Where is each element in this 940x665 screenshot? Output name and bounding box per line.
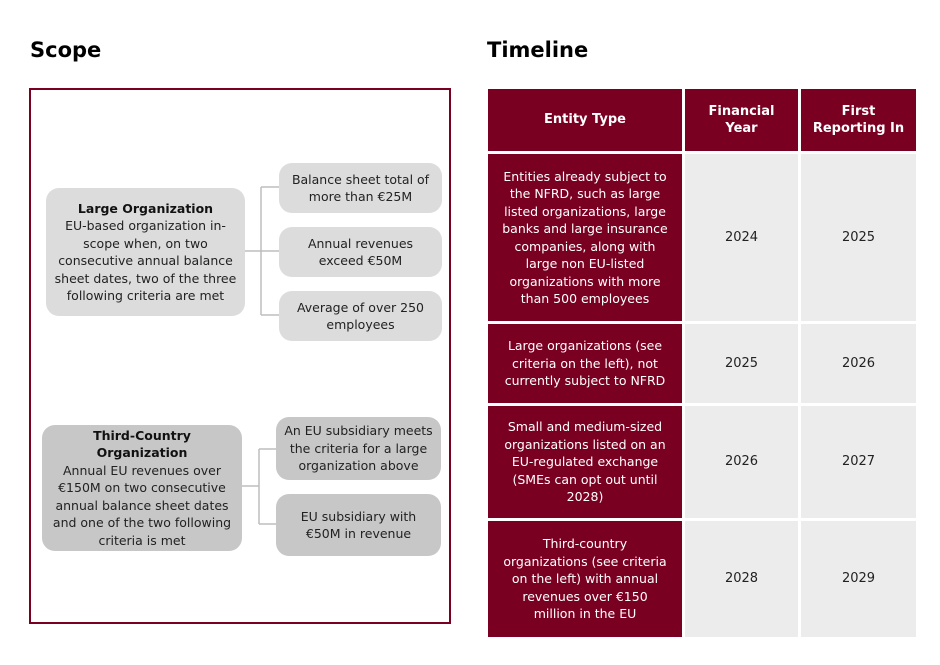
third-country-organization-title: Third-Country Organization: [93, 427, 191, 461]
large-criterion-revenues: [279, 227, 442, 277]
criterion-text: Annual revenues exceed €50M: [307, 235, 414, 268]
row-1-first-reporting: 2025: [801, 154, 916, 321]
row-2-financial-year: 2025: [685, 324, 798, 403]
third-criterion-revenue: [276, 494, 441, 556]
criterion-text: Balance sheet total of more than €25M: [291, 171, 430, 204]
large-organization-description: EU-based organization in-scope when, on two consecutive annual balance sheet dates, two of the three following criteria are met: [54, 218, 237, 303]
third-criterion-eu-subsidiary: [276, 417, 441, 480]
row-4-financial-year: 2028: [685, 521, 798, 637]
row-4-first-reporting: 2029: [801, 521, 916, 637]
scope-heading: Scope: [30, 38, 102, 62]
row-4-entity-type: Third-country organizations (see criteria on the left) with annual revenues over €150 million in the EU: [488, 521, 682, 637]
row-3-first-reporting: 2027: [801, 406, 916, 518]
large-criterion-employees: [279, 291, 442, 341]
large-organization-title: Large Organization: [77, 200, 214, 216]
criterion-text: An EU subsidiary meets the criteria for a large organization above: [284, 423, 433, 474]
column-header-financial-year: Financial Year: [685, 89, 798, 151]
row-3-entity-type: Small and medium-sized organizations listed on an EU-regulated exchange (SMEs can opt out until 2028): [488, 406, 682, 518]
row-2-entity-type: Large organizations (see criteria on the left), not currently subject to NFRD: [488, 324, 682, 403]
criterion-text: EU subsidiary with €50M in revenue: [300, 508, 417, 541]
third-country-organization-box: [42, 425, 242, 551]
large-organization-box: [46, 188, 245, 316]
criterion-text: Average of over 250 employees: [296, 299, 425, 332]
row-1-entity-type: Entities already subject to the NFRD, such as large listed organizations, large banks and large insurance companies, along with large non EU-listed organizations with more than 500 employees: [488, 154, 682, 321]
row-2-first-reporting: 2026: [801, 324, 916, 403]
timeline-heading: Timeline: [487, 38, 589, 62]
row-1-financial-year: 2024: [685, 154, 798, 321]
large-criterion-balance-sheet: [279, 163, 442, 213]
column-header-entity-type: Entity Type: [488, 89, 682, 151]
timeline-table: [488, 89, 910, 625]
column-header-first-reporting: First Reporting In: [801, 89, 916, 151]
scope-panel: [29, 88, 451, 624]
row-3-financial-year: 2026: [685, 406, 798, 518]
third-country-organization-description: Annual EU revenues over €150M on two consecutive annual balance sheet dates and one of the two following criteria is met: [52, 462, 232, 548]
